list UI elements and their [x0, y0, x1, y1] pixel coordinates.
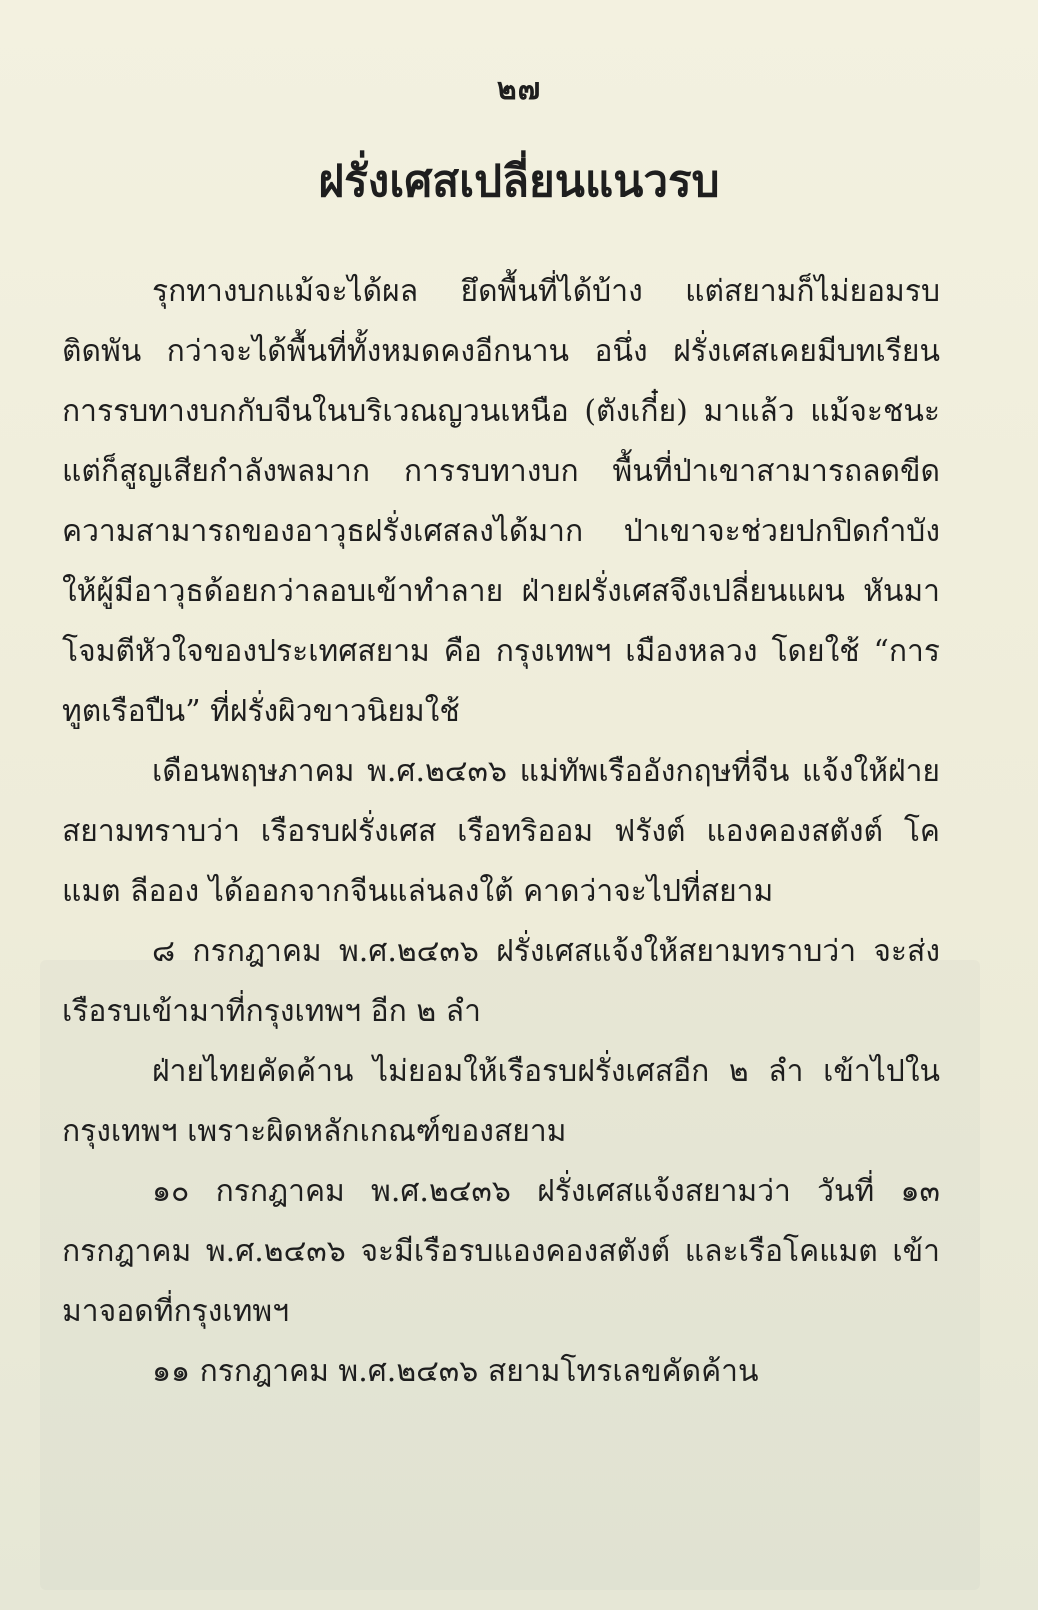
- paragraph: ฝ่ายไทยคัดค้าน ไม่ยอมให้เรือรบฝรั่งเศสอีก ๒ ลำ เข้าไปในกรุงเทพฯ เพราะผิดหลักเกณฑ์ของสยาม: [62, 1054, 940, 1149]
- paragraph: ๑๐ กรกฎาคม พ.ศ.๒๔๓๖ ฝรั่งเศสแจ้งสยามว่า วันที่ ๑๓ กรกฎาคม พ.ศ.๒๔๓๖ จะมีเรือรบแองคองสตังต์ และเรือโคแมต เข้ามาจอดที่กรุงเทพฯ: [62, 1174, 940, 1329]
- paragraph: รุกทางบกแม้จะได้ผล ยึดพื้นที่ได้บ้าง แต่สยามก็ไม่ยอมรบติดพัน กว่าจะได้พื้นที่ทั้งหมดคงอีกนาน อนึ่ง ฝรั่งเศสเคยมีบทเรียนการรบทางบกกับจีนในบริเวณญวนเหนือ (ตังเกี๋ย) มาแล้ว แม้จะชนะแต่ก็สูญเสียกำลังพลมาก การรบทางบก พื้นที่ป่าเขาสามารถลดขีดความสามารถของอาวุธฝรั่งเศสลงได้มาก ป่าเขาจะช่วยปกปิดกำบังให้ผู้มีอาวุธด้อยกว่าลอบเข้าทำลาย ฝ่ายฝรั่งเศสจึงเปลี่ยนแผน หันมาโจมตีหัวใจของประเทศสยาม คือ กรุงเทพฯ เมืองหลวง โดยใช้ “การทูตเรือปืน” ที่ฝรั่งผิวขาวนิยมใช้: [62, 274, 940, 729]
- chapter-title: ฝรั่งเศสเปลี่ยนแนวรบ: [318, 156, 720, 207]
- page-number: ๒๗: [496, 72, 542, 107]
- paragraph: ๑๑ กรกฎาคม พ.ศ.๒๔๓๖ สยามโทรเลขคัดค้าน: [152, 1354, 759, 1389]
- paragraph: เดือนพฤษภาคม พ.ศ.๒๔๓๖ แม่ทัพเรืออังกฤษที่จีน แจ้งให้ฝ่ายสยามทราบว่า เรือรบฝรั่งเศส เรือทริออม ฟรังต์ แองคองสตังต์ โคแมต ลีออง ได้ออกจากจีนแล่นลงใต้ คาดว่าจะไปที่สยาม: [62, 754, 940, 909]
- body-text: [40, 262, 940, 1402]
- paragraph: ๘ กรกฎาคม พ.ศ.๒๔๓๖ ฝรั่งเศสแจ้งให้สยามทราบว่า จะส่งเรือรบเข้ามาที่กรุงเทพฯ อีก ๒ ลำ: [62, 934, 940, 1029]
